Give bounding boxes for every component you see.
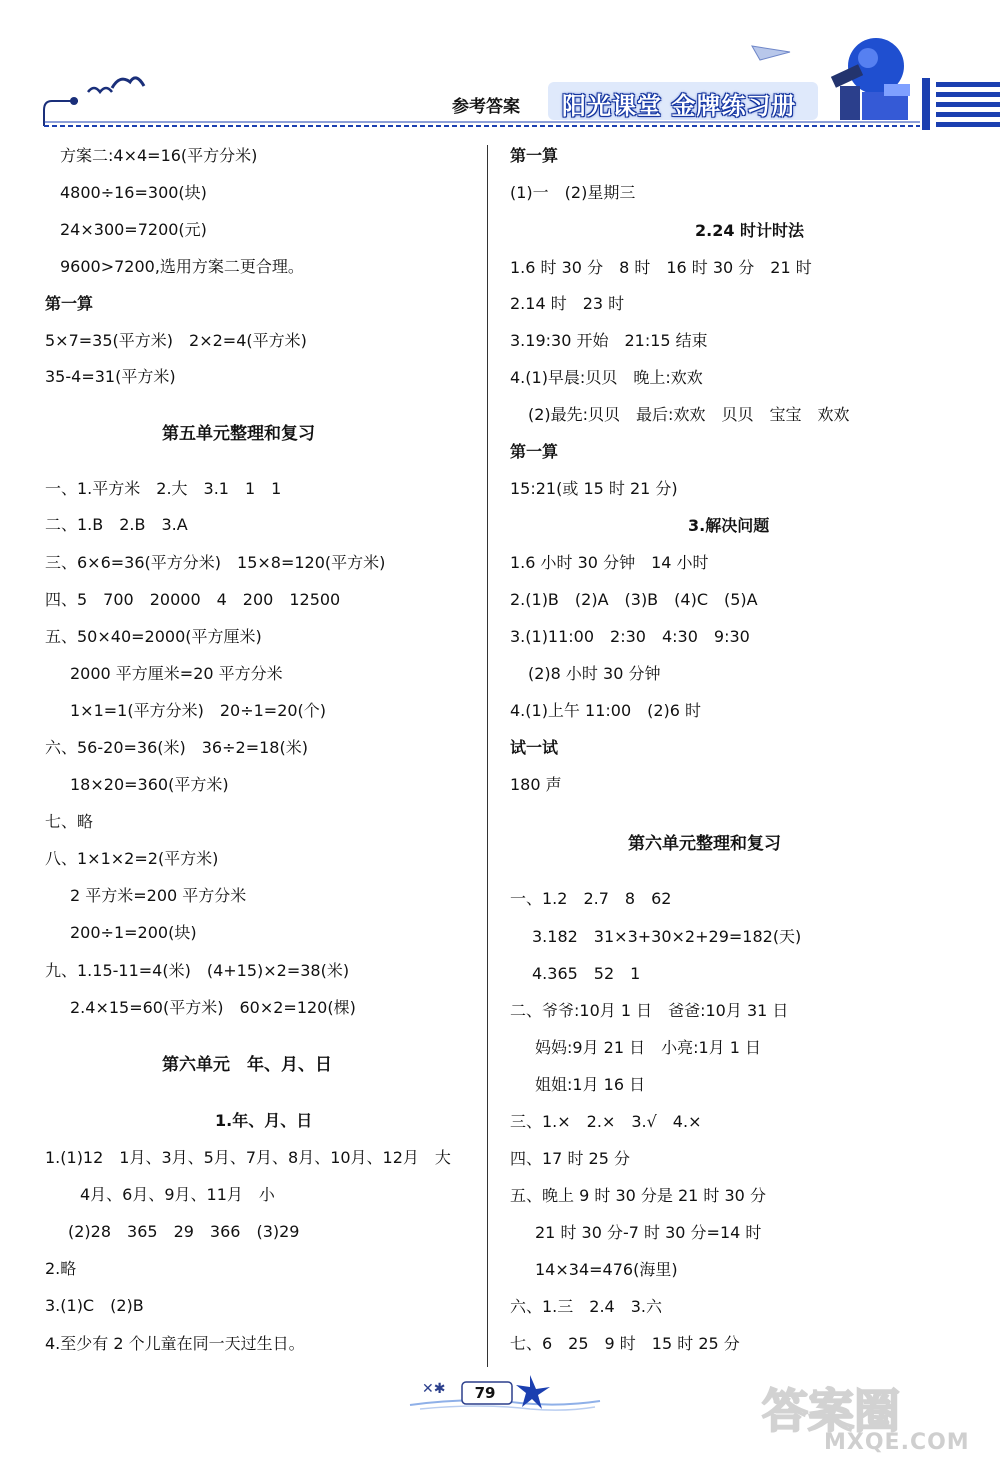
- answer-line: 九、1.15-11=4(米) (4+15)×2=38(米): [45, 961, 350, 980]
- answer-line: 七、6 25 9 时 15 时 25 分: [510, 1334, 740, 1353]
- answer-line: 二、爷爷:10月 1 日 爸爸:10月 31 日: [510, 1001, 789, 1020]
- answer-line: 21 时 30 分-7 时 30 分=14 时: [535, 1223, 762, 1242]
- answer-line: 2000 平方厘米=20 平方分米: [70, 664, 283, 683]
- section-title: 第六单元 年、月、日: [162, 1055, 332, 1075]
- answer-line: 3.19:30 开始 21:15 结束: [510, 331, 708, 350]
- brand-title: 阳光课堂 金牌练习册: [562, 91, 797, 120]
- answer-line: 3.(1)11:00 2:30 4:30 9:30: [510, 627, 750, 646]
- answer-line: 2.(1)B (2)A (3)B (4)C (5)A: [510, 590, 758, 609]
- answer-line: 14×34=476(海里): [535, 1260, 678, 1279]
- subsection-title: 3.解决问题: [688, 516, 770, 535]
- paper-plane-icon: [752, 46, 790, 60]
- answer-line: 方案二:4×4=16(平方分米): [60, 146, 258, 165]
- answer-line: 3.(1)C (2)B: [45, 1296, 144, 1315]
- subsection-title: 2.24 时计时法: [695, 221, 805, 240]
- answer-line: 4.365 52 1: [532, 964, 641, 983]
- header-label: 参考答案: [452, 97, 520, 117]
- answer-line: 六、1.三 2.4 3.六: [510, 1297, 662, 1316]
- answer-line: 五、晚上 9 时 30 分是 21 时 30 分: [510, 1186, 766, 1205]
- answer-line: (2)8 小时 30 分钟: [528, 664, 661, 683]
- answer-line: 1.(1)12 1月、3月、5月、7月、8月、10月、12月 大: [45, 1148, 451, 1167]
- answer-line: 五、50×40=2000(平方厘米): [45, 627, 262, 646]
- answer-line: 4月、6月、9月、11月 小: [80, 1185, 275, 1204]
- answer-line: 三、6×6=36(平方分米) 15×8=120(平方米): [45, 553, 386, 572]
- answer-line: 18×20=360(平方米): [70, 775, 229, 794]
- answer-line: (2)最先:贝贝 最后:欢欢 贝贝 宝宝 欢欢: [528, 405, 850, 424]
- subsection-title: 第一算: [510, 146, 559, 165]
- answer-line: 2 平方米=200 平方分米: [70, 886, 247, 905]
- answer-line: (1)一 (2)星期三: [510, 183, 636, 202]
- bird-icon: [88, 88, 112, 92]
- answer-line: 200÷1=200(块): [70, 923, 197, 942]
- answer-line: 9600>7200,选用方案二更合理。: [60, 257, 304, 276]
- answer-line: 一、1.2 2.7 8 62: [510, 889, 672, 908]
- answer-line: 4.(1)早晨:贝贝 晚上:欢欢: [510, 368, 703, 387]
- answer-line: 妈妈:9月 21 日 小亮:1月 1 日: [535, 1038, 762, 1057]
- subsection-title: 1.年、月、日: [215, 1111, 313, 1130]
- answer-line: 1.6 小时 30 分钟 14 小时: [510, 553, 709, 572]
- section-title: 第五单元整理和复习: [162, 424, 315, 444]
- bird-icon: [112, 78, 144, 88]
- answer-line: 2.略: [45, 1259, 77, 1278]
- star-icon: ✕✱: [422, 1381, 446, 1397]
- answer-line: 2.4×15=60(平方米) 60×2=120(棵): [70, 998, 356, 1017]
- answer-line: 一、1.平方米 2.大 3.1 1 1: [45, 479, 282, 498]
- subsection-title: 第一算: [510, 442, 559, 461]
- subsection-title: 试一试: [510, 738, 559, 757]
- header-decoration: [0, 0, 1000, 140]
- answer-line: 四、5 700 20000 4 200 12500: [45, 590, 341, 609]
- watermark-text: MXQE.COM: [824, 1430, 970, 1455]
- answer-line: 2.14 时 23 时: [510, 294, 625, 313]
- svg-text:答案圈: 答案圈: [762, 1384, 900, 1438]
- answer-line: 5×7=35(平方米) 2×2=4(平方米): [45, 331, 307, 350]
- answer-line: 35-4=31(平方米): [45, 367, 176, 386]
- page-number: 79: [474, 1384, 496, 1402]
- answer-line: 1.6 时 30 分 8 时 16 时 30 分 21 时: [510, 258, 812, 277]
- answer-line: 七、略: [45, 812, 94, 831]
- answer-line: 姐姐:1月 16 日: [535, 1075, 646, 1094]
- answer-line: 四、17 时 25 分: [510, 1149, 630, 1168]
- subsection-title: 第一算: [45, 294, 94, 313]
- answer-line: 15:21(或 15 时 21 分): [510, 479, 678, 498]
- answer-line: 六、56-20=36(米) 36÷2=18(米): [45, 738, 308, 757]
- answer-line: 3.182 31×3+30×2+29=182(天): [532, 927, 802, 946]
- page-header: [0, 0, 1000, 140]
- answer-line: 八、1×1×2=2(平方米): [45, 849, 219, 868]
- answer-line: 二、1.B 2.B 3.A: [45, 515, 188, 534]
- section-title: 第六单元整理和复习: [628, 834, 781, 854]
- answer-line: 1×1=1(平方分米) 20÷1=20(个): [70, 701, 327, 720]
- answer-line: 4.(1)上午 11:00 (2)6 时: [510, 701, 702, 720]
- answer-line: 三、1.× 2.× 3.√ 4.×: [510, 1112, 702, 1131]
- answer-line: 4.至少有 2 个儿童在同一天过生日。: [45, 1334, 305, 1353]
- answer-line: (2)28 365 29 366 (3)29: [68, 1222, 300, 1241]
- answer-line: 24×300=7200(元): [60, 220, 207, 239]
- answer-line: 4800÷16=300(块): [60, 183, 207, 202]
- answer-line: 180 声: [510, 775, 562, 794]
- column-divider: [487, 145, 488, 1367]
- header-stripes: [922, 78, 1000, 130]
